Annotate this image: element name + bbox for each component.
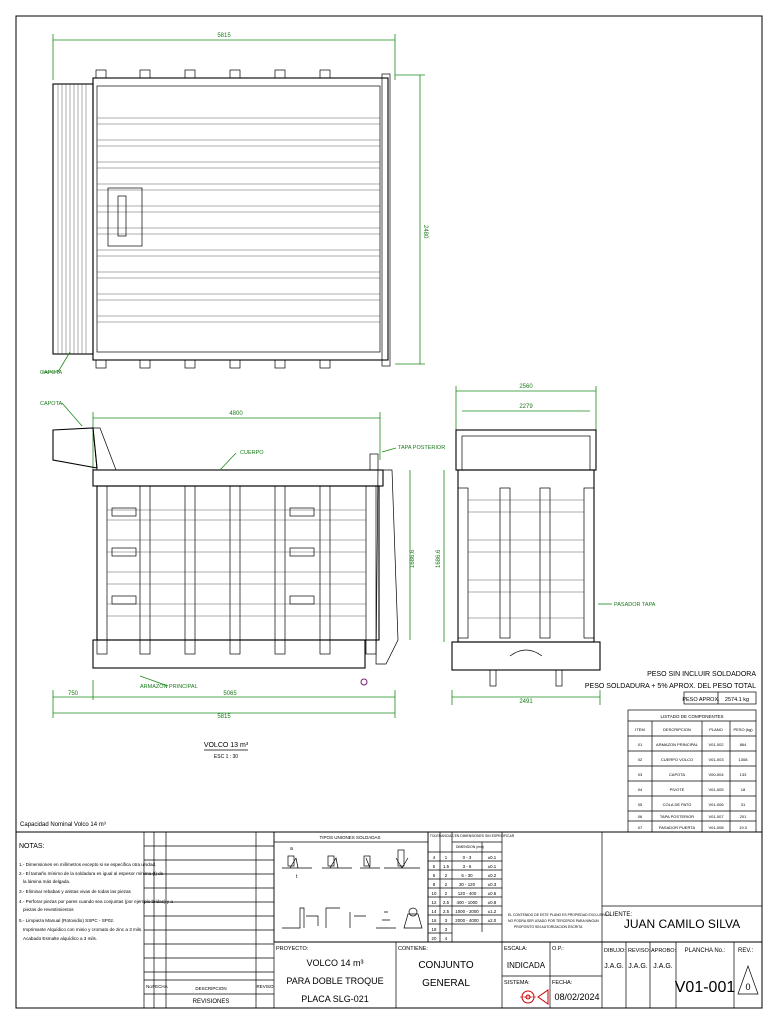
dim-side-body: 4800 <box>229 411 243 417</box>
contiene-line-2: GENERAL <box>422 978 470 989</box>
escala-value: INDICADA <box>506 961 546 970</box>
revisions-title: REVISIONES <box>192 999 230 1005</box>
tol-a: 2.5 <box>442 909 450 914</box>
dim-side-height: 1686.6 <box>410 549 416 568</box>
tol-range: 30 - 120 <box>458 882 476 887</box>
tol-esp: 6 <box>432 873 436 878</box>
tol-esp: 10 <box>431 891 437 896</box>
note-line: 2.- El tamaño mínimo de la soldadura es igual al espesor mínimo (t) de <box>19 871 164 876</box>
label-side-capota: CAPOTA <box>40 401 63 407</box>
tol-range: 2000 - 4000 <box>455 918 479 923</box>
sistema-label: SISTEMA: <box>504 980 530 986</box>
comp-row-peso: 18 <box>740 787 746 792</box>
tol-a: 2 <box>444 873 448 878</box>
dim-rear-bottom: 2491 <box>519 699 533 705</box>
tol-value: ±0.5 <box>487 891 497 896</box>
note-line: Acabado Esmalte alquídico a 3 mils. <box>23 936 98 941</box>
note-line: 4.- Perforar piezas por pares cuando sea conjuntas (por ejemplo bridas) y a <box>19 899 173 904</box>
tolerances-table <box>428 832 515 942</box>
tol-value: ±0.1 <box>487 855 497 860</box>
aprobo-label: APROBO: <box>651 948 677 954</box>
contiene-label: CONTIENE: <box>398 946 428 952</box>
proyecto-line-1: VOLCO 14 m³ <box>306 958 364 968</box>
tol-range: 6 - 30 <box>461 873 473 878</box>
comp-row-desc: PIVOTE <box>669 787 685 792</box>
proyecto-line-3: PLACA SLG-021 <box>301 994 369 1004</box>
comp-row-item: 04 <box>637 787 643 792</box>
comp-row-plano: V01-003 <box>708 757 724 762</box>
tol-a: 1.5 <box>442 864 450 869</box>
cliente-value: JUAN CAMILO SILVA <box>623 917 741 931</box>
side-view <box>40 401 445 760</box>
weld-col-a: a <box>290 846 293 852</box>
note-line: Imprimante Alquídico con minio y cromato de zinc a 3 mils. <box>23 927 143 932</box>
tol-a: 3 <box>444 918 448 923</box>
tol-value: ±0.3 <box>487 882 497 887</box>
rev-col-reviso: REVISO <box>256 984 274 989</box>
comp-row-item: 01 <box>637 742 643 747</box>
dim-top-overall: 5815 <box>217 33 231 39</box>
comp-row-peso: 864 <box>739 742 747 747</box>
weight-line-2: PESO SOLDADURA + 5% APROX. DEL PESO TOTAL <box>584 683 756 690</box>
tol-range: 0 - 3 <box>462 855 472 860</box>
weight-label: PESO APROX. <box>682 697 720 703</box>
comp-header-peso: PESO (kg) <box>733 727 753 732</box>
revisions-table <box>144 832 274 1008</box>
notes-block <box>19 843 173 941</box>
tol-esp: 14 <box>431 909 437 914</box>
comp-row-desc: CUERPO VOLCO <box>660 757 694 762</box>
dim-rear-height: 1686.6 <box>436 549 442 568</box>
rev-col-fecha: FECHA <box>152 984 168 989</box>
weight-notes <box>585 671 756 704</box>
tol-range: 120 - 400 <box>457 891 477 896</box>
comp-header-plano: PLANO <box>709 727 723 732</box>
comp-row-plano: V01-002 <box>708 742 724 747</box>
fecha-label: FECHA: <box>552 980 573 986</box>
fecha-value: 08/02/2024 <box>554 992 600 1002</box>
tol-value: ±0.8 <box>487 900 497 905</box>
tol-esp: 4 <box>432 855 436 860</box>
tol-a: 3 <box>444 927 448 932</box>
comp-row-peso: 201 <box>739 814 747 819</box>
tol-esp: 12 <box>431 900 437 905</box>
label-tapa-posterior: TAPA POSTERIOR <box>398 445 446 451</box>
dim-rear-top1: 2560 <box>519 384 533 390</box>
projection-symbol-icon <box>520 990 548 1004</box>
aprobo-value: J.A.G. <box>653 963 673 970</box>
rev-label: REV.: <box>738 948 754 954</box>
dibujo-label: DIBUJO: <box>604 948 626 954</box>
comp-row-desc: COLA DE PATO <box>662 802 692 807</box>
cliente-label: CLIENTE: <box>605 912 633 918</box>
weight-value: 2574.1 kg <box>724 697 750 703</box>
comp-row-plano: V01-006 <box>708 802 724 807</box>
sheet-border <box>16 16 762 1008</box>
components-table <box>628 710 756 832</box>
top-view <box>40 33 428 376</box>
tol-esp: 20 <box>431 936 437 941</box>
tol-a: 2 <box>444 882 448 887</box>
dibujo-value: J.A.G. <box>604 963 624 970</box>
label-cuerpo: CUERPO <box>240 450 264 456</box>
comp-row-desc: CAPOTA <box>668 772 686 777</box>
tol-range: 1000 - 2000 <box>455 909 479 914</box>
comp-row-peso: 19.3 <box>739 825 747 830</box>
dim-rear-top2: 2279 <box>519 404 533 410</box>
label-pasador-tapa: PASADOR TAPA <box>614 602 656 608</box>
tol-range: 3 - 6 <box>462 864 472 869</box>
comp-row-plano: V01-008 <box>708 825 724 830</box>
plancha-label: PLANCHA No.: <box>684 948 726 954</box>
comp-row-item: 03 <box>637 772 643 777</box>
tol-range: 400 - 1000 <box>456 900 478 905</box>
note-line: la lámina más delgada. <box>23 879 71 884</box>
tol-value: ±1.2 <box>487 909 497 914</box>
comp-row-item: 06 <box>637 814 643 819</box>
op-label: O.P.: <box>552 946 564 952</box>
comp-row-peso: 133 <box>739 772 747 777</box>
comp-row-plano: V01-005 <box>708 787 724 792</box>
tol-a: 1 <box>444 855 448 860</box>
tol-value: ±2.0 <box>487 918 497 923</box>
dim-side-total: 5815 <box>217 714 231 720</box>
dim-side-mid: 5065 <box>223 691 237 697</box>
rev-value: 0 <box>745 982 751 992</box>
comp-row-item: 05 <box>637 802 643 807</box>
note-line: 5.- Limpieza Manual (Rotovidio) SSPC - SP02. <box>19 918 115 923</box>
tol-esp: 5 <box>432 864 436 869</box>
tol-a: 2.5 <box>442 900 450 905</box>
weld-symbols <box>274 832 428 942</box>
rev-col-no: No <box>146 984 152 989</box>
note-line: piezas de revestimientos <box>23 907 74 912</box>
tolerances-title: TOLERANCIAS EN DIMENSIONES SIN ESPECIFICAR <box>429 834 515 838</box>
tol-esp: 16 <box>431 918 437 923</box>
side-view-scale: ESC 1 : 30 <box>213 754 239 760</box>
proyecto-label: PROYECTO: <box>276 946 309 952</box>
comp-row-peso: 31 <box>740 802 746 807</box>
notes-title: NOTAS: <box>19 843 45 850</box>
rear-view <box>436 384 656 705</box>
capacity-note: Capacidad Nominal Volco 14 m³ <box>20 822 106 828</box>
components-title: LISTADO DE COMPONENTES <box>660 714 724 719</box>
tol-esp: 8 <box>432 882 436 887</box>
comp-row-desc: TAPA POSTERIOR <box>659 814 695 819</box>
comp-row-plano: V00-004 <box>708 772 724 777</box>
escala-label: ESCALA: <box>504 946 528 952</box>
comp-row-item: 07 <box>637 825 643 830</box>
tolerances-subtitle: DIMENSION (mm) <box>455 845 485 849</box>
confidential-line: EL CONTENIDO DE ESTE PLANO ES PROPIEDAD EXCLUSIVA Y <box>508 913 611 917</box>
weld-col-t: t <box>296 874 298 880</box>
note-line: 1.- Dimensiones en milímetros excepto si se especifica otra unidad. <box>19 862 157 867</box>
side-view-caption: VOLCO 13 m³ <box>203 742 249 749</box>
comp-header-desc: DESCRIPCION <box>663 727 691 732</box>
comp-header-item: ITEM <box>635 727 645 732</box>
note-line: 3.- Eliminar rebabas y aristas vivas de todas las piezas <box>19 889 131 894</box>
tol-value: ±0.1 <box>487 864 497 869</box>
tol-value: ±0.2 <box>487 873 497 878</box>
comp-row-item: 02 <box>637 757 643 762</box>
reviso-label: REVISO: <box>628 948 651 954</box>
welds-title: TIPOS UNIONES SOLDADAS <box>319 835 381 840</box>
dim-side-left: 750 <box>67 691 79 697</box>
reviso-value: J.A.G. <box>628 963 648 970</box>
comp-row-plano: V01-007 <box>708 814 724 819</box>
contiene-line-1: CONJUNTO <box>418 960 474 971</box>
comp-row-desc: ARMAZON PRINCIPAL <box>656 742 698 747</box>
confidential-line: NO PODRA SER USADO POR TERCEROS PARA NINGUN <box>508 919 599 923</box>
label-top-capota: CAPOTA <box>40 370 63 376</box>
label-armazon-principal: ARMAZON PRINCIPAL <box>140 684 198 690</box>
weight-line-1: PESO SIN INCLUIR SOLDADORA <box>647 671 756 678</box>
tol-esp: 18 <box>431 927 437 932</box>
rev-col-descripcion: DESCRIPCION <box>195 986 227 991</box>
proyecto-line-2: PARA DOBLE TROQUE <box>286 976 384 986</box>
confidential-line: PROPOSITO SIN AUTORIZACION ESCRITA <box>514 925 583 929</box>
dim-top-side: 2480 <box>422 225 428 239</box>
confidential-notice <box>508 913 611 929</box>
plancha-value: V01-001 <box>674 979 736 996</box>
tol-a: 2 <box>444 891 448 896</box>
comp-row-peso: 1308 <box>738 757 748 762</box>
tol-a: 4 <box>444 936 448 941</box>
comp-row-desc: PASADOR PUERTA <box>658 825 696 830</box>
